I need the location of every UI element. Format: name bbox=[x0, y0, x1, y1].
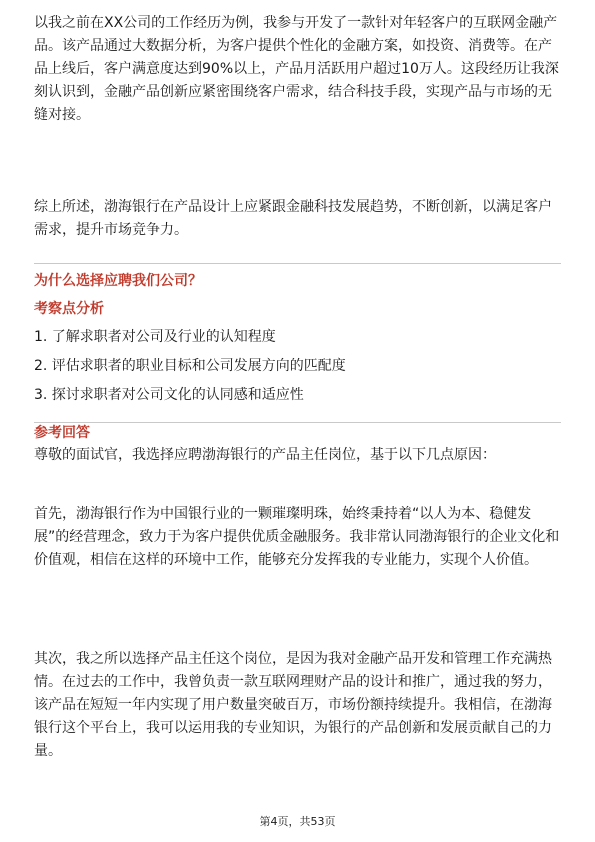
analysis-point: 2. 评估求职者的职业目标和公司发展方向的匹配度 bbox=[34, 358, 346, 374]
analysis-point: 1. 了解求职者对公司及行业的认知程度 bbox=[34, 329, 276, 345]
answer-heading: 参考回答 bbox=[34, 425, 90, 441]
body-paragraph-experience: 以我之前在XX公司的工作经历为例，我参与开发了一款针对年轻客户的互联网金融产品。该产品通过大数据分析，为客户提供个性化的金融方案，如投资、消费等。在产品上线后，客户满意度达到90%以上，产品月活跃用户超过10万人。这段经历让我深刻认识到，金融产品创新应紧密围绕客户需求，结合科技手段，实现产品与市场的无缝对接。 bbox=[34, 15, 559, 123]
analysis-heading: 考察点分析 bbox=[34, 301, 104, 317]
section-divider bbox=[34, 263, 561, 264]
answer-paragraph-first: 首先，渤海银行作为中国银行业的一颗璀璨明珠，始终秉持着“以人为本、稳健发展”的经营理念，致力于为客户提供优质金融服务。我非常认同渤海银行的企业文化和价值观，相信在这样的环境中工作，能够充分发挥我的专业能力，实现个人价值。 bbox=[34, 506, 560, 568]
page-number: 第4页，共53页 bbox=[259, 815, 336, 828]
section-divider bbox=[34, 422, 561, 423]
analysis-point: 3. 探讨求职者对公司文化的认同感和适应性 bbox=[34, 387, 304, 403]
question-title: 为什么选择应聘我们公司？ bbox=[34, 273, 202, 289]
body-paragraph-summary: 综上所述，渤海银行在产品设计上应紧跟金融科技发展趋势，不断创新，以满足客户需求，提升市场竞争力。 bbox=[34, 199, 552, 238]
answer-paragraph-intro: 尊敬的面试官，我选择应聘渤海银行的产品主任岗位，基于以下几点原因： bbox=[34, 447, 496, 463]
answer-paragraph-second: 其次，我之所以选择产品主任这个岗位，是因为我对金融产品开发和管理工作充满热情。在过去的工作中，我曾负责一款互联网理财产品的设计和推广，通过我的努力，该产品在短短一年内实现了用户数量突破百万，市场份额持续提升。我相信，在渤海银行这个平台上，我可以运用我的专业知识，为银行的产品创新和发展贡献自己的力量。 bbox=[34, 651, 552, 759]
